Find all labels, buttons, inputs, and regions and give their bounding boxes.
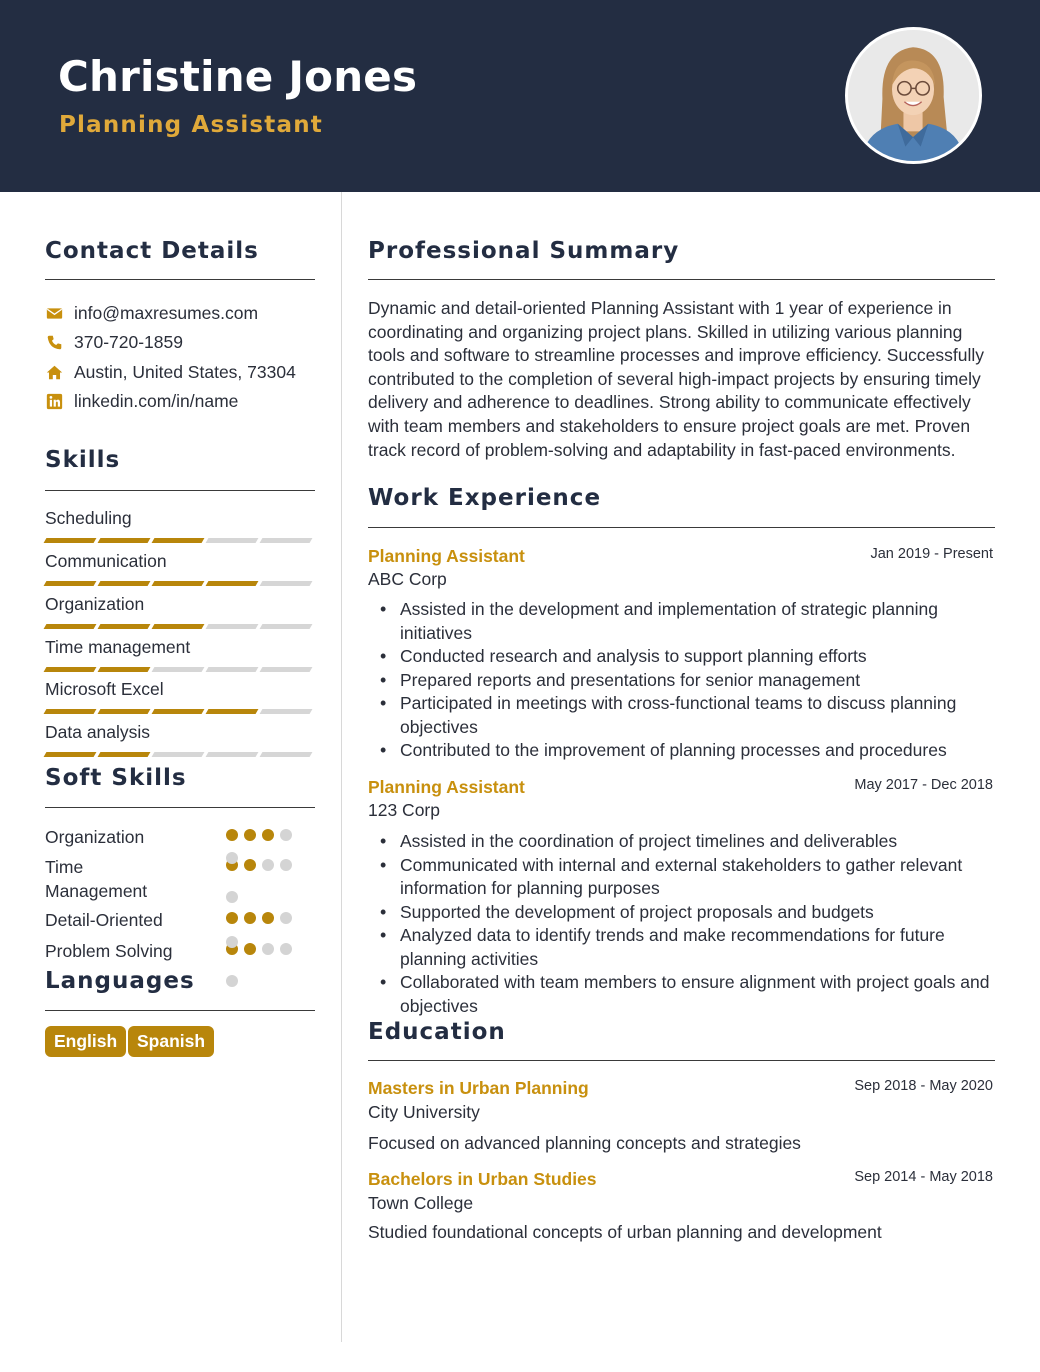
skill-level-segment: [44, 538, 97, 543]
summary-section-title: Professional Summary: [368, 238, 680, 264]
skill-level-segment: [206, 538, 259, 543]
soft-skill-label: Organization: [45, 827, 145, 847]
skill-level-bar: [45, 667, 315, 673]
list-item: • Analyzed data to identify trends and make recommendations for future planning activities: [368, 924, 998, 971]
skill-level-segment: [98, 709, 151, 714]
education-section-title: Education: [368, 1019, 506, 1045]
skill-level-segment: [152, 538, 205, 543]
skill-level-segment: [44, 752, 97, 757]
job-date: May 2017 - Dec 2018: [854, 777, 993, 793]
soft-skill-label: Time Management: [45, 857, 148, 901]
job-bullets: [368, 830, 998, 1018]
skill-level-bar: [45, 624, 315, 630]
skill-level-segment: [152, 624, 205, 629]
skill-level-segment: [206, 752, 259, 757]
job-company: 123 Corp: [368, 800, 440, 820]
rating-dot: [262, 943, 274, 955]
rating-dot: [262, 912, 274, 924]
linkedin-icon: [45, 392, 63, 410]
soft-skill-rating: [226, 943, 302, 965]
resume-header: [0, 0, 1040, 192]
degree-title: Bachelors in Urban Studies: [368, 1169, 597, 1189]
job-company: ABC Corp: [368, 569, 447, 589]
contact-phone[interactable]: [45, 330, 183, 354]
rating-dot: [226, 975, 238, 987]
rating-dot: [244, 912, 256, 924]
skill-level-segment: [206, 667, 259, 672]
degree-date: Sep 2014 - May 2018: [854, 1169, 993, 1185]
rating-dot: [226, 936, 238, 948]
phone-icon: [45, 333, 63, 351]
skill-level-segment: [260, 538, 313, 543]
skill-label: Communication: [45, 551, 167, 571]
skill-level-segment: [152, 752, 205, 757]
skill-level-segment: [260, 581, 313, 586]
skills-section-title: Skills: [45, 447, 121, 473]
contact-section-title: Contact Details: [45, 238, 259, 264]
language-badge: English: [45, 1026, 126, 1057]
soft-skill-rating: [226, 829, 302, 851]
school-name: City University: [368, 1102, 480, 1122]
language-badge: Spanish: [128, 1026, 214, 1057]
column-divider: [341, 192, 342, 1342]
skill-level-segment: [206, 709, 259, 714]
rating-dot: [244, 859, 256, 871]
skill-label: Organization: [45, 594, 145, 614]
skills-rule: [45, 490, 315, 491]
skill-level-segment: [260, 667, 313, 672]
list-item: • Participated in meetings with cross-functional teams to discuss planning objectives: [368, 692, 998, 739]
list-item: • Collaborated with team members to ensure alignment with project goals and objectives: [368, 971, 998, 1018]
contact-linkedin-text: linkedin.com/in/name: [74, 390, 239, 411]
soft-skill-label: Problem Solving: [45, 941, 173, 961]
skill-level-segment: [260, 709, 313, 714]
soft-skills-section-title: Soft Skills: [45, 765, 187, 791]
skill-level-bar: [45, 709, 315, 715]
rating-dot: [226, 829, 238, 841]
degree-date: Sep 2018 - May 2020: [854, 1078, 993, 1094]
list-item: • Assisted in the coordination of project timelines and deliverables: [368, 830, 998, 854]
skill-level-segment: [260, 624, 313, 629]
skill-level-segment: [206, 624, 259, 629]
contact-rule: [45, 279, 315, 280]
skill-level-segment: [98, 667, 151, 672]
skill-level-segment: [152, 709, 205, 714]
degree-description: Focused on advanced planning concepts and strategies: [368, 1133, 801, 1153]
contact-phone-text: 370-720-1859: [74, 331, 183, 352]
rating-dot: [280, 912, 292, 924]
skill-level-segment: [98, 624, 151, 629]
languages-rule: [45, 1010, 315, 1011]
summary-rule: [368, 279, 995, 280]
contact-linkedin[interactable]: [45, 389, 238, 413]
skill-level-segment: [44, 581, 97, 586]
skill-level-segment: [44, 709, 97, 714]
skill-level-segment: [152, 581, 205, 586]
candidate-role: Planning Assistant: [59, 112, 323, 138]
job-title: Planning Assistant: [368, 777, 525, 797]
skill-level-bar: [45, 752, 315, 758]
candidate-name: Christine Jones: [58, 52, 418, 101]
job-date: Jan 2019 - Present: [870, 546, 993, 562]
skill-level-bar: [45, 581, 315, 587]
list-item: • Prepared reports and presentations for senior management: [368, 669, 998, 693]
soft-skill-label: Detail-Oriented: [45, 910, 163, 930]
rating-dot: [262, 829, 274, 841]
list-item: • Supported the development of project proposals and budgets: [368, 901, 998, 925]
degree-description: Studied foundational concepts of urban planning and development: [368, 1222, 882, 1242]
contact-email-text: info@maxresumes.com: [74, 302, 259, 323]
skill-label: Data analysis: [45, 722, 151, 742]
skill-level-segment: [152, 667, 205, 672]
skill-level-segment: [98, 538, 151, 543]
rating-dot: [280, 829, 292, 841]
envelope-icon: [45, 304, 63, 322]
profile-photo: [845, 27, 982, 164]
list-item: • Assisted in the development and implementation of strategic planning initiatives: [368, 598, 998, 645]
experience-rule: [368, 527, 995, 528]
rating-dot: [226, 891, 238, 903]
rating-dot: [226, 912, 238, 924]
list-item: • Communicated with internal and external stakeholders to gather relevant information for planning purposes: [368, 854, 998, 901]
experience-section-title: Work Experience: [368, 485, 602, 511]
skill-level-segment: [98, 581, 151, 586]
soft-skill-rating: [226, 912, 302, 934]
skill-level-bar: [45, 538, 315, 544]
rating-dot: [280, 859, 292, 871]
list-item: • Contributed to the improvement of planning processes and procedures: [368, 739, 998, 763]
contact-email[interactable]: [45, 301, 258, 325]
soft-skill-rating: [226, 859, 302, 881]
list-item: • Conducted research and analysis to support planning efforts: [368, 645, 998, 669]
job-title: Planning Assistant: [368, 546, 525, 566]
skill-level-segment: [98, 752, 151, 757]
home-icon: [45, 363, 63, 381]
rating-dot: [226, 852, 238, 864]
skill-label: Time management: [45, 637, 191, 657]
summary-text: Dynamic and detail-oriented Planning Assistant with 1 year of experience in coordinating and organizing project plans. Skilled in utilizing various planning tools and software to streamline processes and improve efficiency. Successfully contributed to the completion of several high-impact projects by ensuring timely delivery and adherence to deadlines. Strong ability to communicate effectively with team members and stakeholders to ensure project goals are met. Proven track record of problem-solving and adaptability in fast-paced environments.: [368, 298, 985, 460]
skill-label: Microsoft Excel: [45, 679, 164, 699]
skill-level-segment: [206, 581, 259, 586]
skill-level-segment: [260, 752, 313, 757]
rating-dot: [262, 859, 274, 871]
skill-label: Scheduling: [45, 508, 132, 528]
degree-title: Masters in Urban Planning: [368, 1078, 589, 1098]
skill-level-segment: [44, 624, 97, 629]
school-name: Town College: [368, 1193, 474, 1213]
contact-location-text: Austin, United States, 73304: [74, 361, 296, 382]
education-rule: [368, 1060, 995, 1061]
rating-dot: [280, 943, 292, 955]
soft-skills-rule: [45, 807, 315, 808]
woman-portrait-icon: [848, 30, 979, 161]
skill-level-segment: [44, 667, 97, 672]
rating-dot: [244, 829, 256, 841]
contact-location: [45, 360, 296, 384]
languages-section-title: Languages: [45, 968, 195, 994]
rating-dot: [244, 943, 256, 955]
job-bullets: [368, 598, 998, 763]
